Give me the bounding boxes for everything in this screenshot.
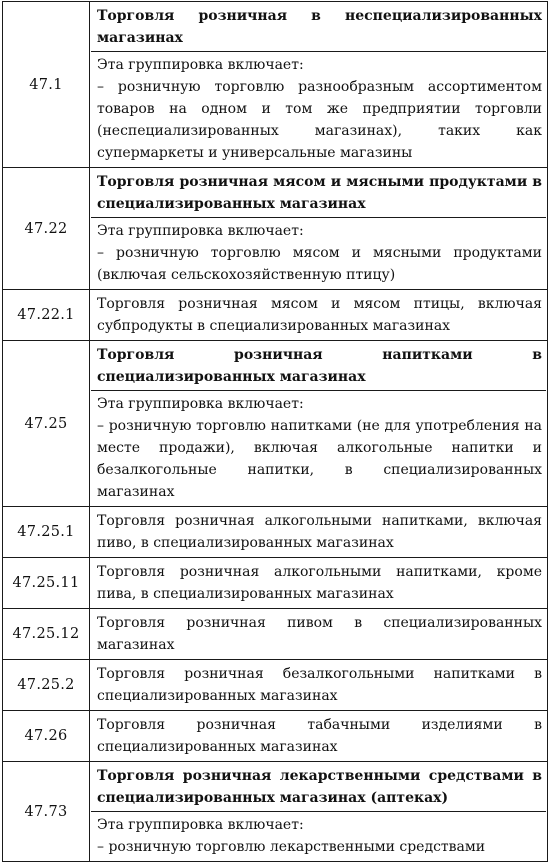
group-includes — [91, 812, 546, 860]
row-text: Торговля розничная мясом и мясом птицы, включая субпродукты в специализированных магазинах — [97, 296, 542, 334]
includes-label: Эта группировка включает: — [97, 817, 304, 833]
table-row — [3, 609, 548, 660]
row-description — [90, 660, 548, 711]
table-row — [3, 558, 548, 609]
table-row — [3, 660, 548, 711]
row-description — [90, 290, 548, 341]
row-code: 47.25 — [3, 341, 90, 507]
includes-text: – розничную торговлю напитками (не для употребления на месте продажи), включая алкогольные напитки и безалкогольные напитки, в специализированных магазинах — [97, 418, 542, 500]
row-code: 47.25.1 — [3, 507, 90, 558]
row-code: 47.25.12 — [3, 609, 90, 660]
includes-label: Эта группировка включает: — [97, 396, 304, 412]
row-code: 47.22 — [3, 168, 90, 290]
group-title: Торговля розничная напитками в специализированных магазинах — [91, 342, 546, 391]
includes-text: – розничную торговлю мясом и мясными продуктами (включая сельскохозяйственную птицу) — [97, 245, 542, 283]
table-row — [3, 711, 548, 762]
row-code: 47.73 — [3, 762, 90, 862]
row-text: Торговля розничная алкогольными напитками, кроме пива, в специализированных магазинах — [97, 564, 542, 602]
table-row — [3, 2, 548, 168]
group-includes — [91, 52, 546, 166]
row-code: 47.26 — [3, 711, 90, 762]
row-description — [90, 341, 548, 507]
table-row — [3, 168, 548, 290]
group-includes — [91, 391, 546, 505]
row-code: 47.25.11 — [3, 558, 90, 609]
row-code: 47.22.1 — [3, 290, 90, 341]
row-code: 47.25.2 — [3, 660, 90, 711]
row-code: 47.1 — [3, 2, 90, 168]
table-row — [3, 341, 548, 507]
includes-text: – розничную торговлю разнообразным ассортиментом товаров на одном и том же предприятии торговли (неспециализированных магазинах), таких как супермаркеты и универсальные магазины — [97, 79, 542, 161]
row-text: Торговля розничная пивом в специализированных магазинах — [97, 615, 542, 653]
row-description — [90, 762, 548, 862]
table-row — [3, 507, 548, 558]
group-title: Торговля розничная мясом и мясными продуктами в специализированных магазинах — [91, 169, 546, 218]
row-text: Торговля розничная табачными изделиями в специализированных магазинах — [97, 717, 542, 755]
row-text: Торговля розничная алкогольными напитками, включая пиво, в специализированных магазинах — [97, 513, 542, 551]
row-description — [90, 558, 548, 609]
row-description — [90, 609, 548, 660]
row-description — [90, 507, 548, 558]
row-description — [90, 2, 548, 168]
classification-table — [2, 1, 548, 862]
group-title: Торговля розничная в неспециализированных магазинах — [91, 3, 546, 52]
row-text: Торговля розничная безалкогольными напитками в специализированных магазинах — [97, 666, 542, 704]
table-row — [3, 290, 548, 341]
group-title: Торговля розничная лекарственными средствами в специализированных магазинах (аптеках) — [91, 763, 546, 812]
table-row — [3, 762, 548, 862]
includes-text: – розничную торговлю лекарственными средствами — [97, 839, 486, 855]
includes-label: Эта группировка включает: — [97, 223, 304, 239]
group-includes — [91, 218, 546, 288]
row-description — [90, 711, 548, 762]
includes-label: Эта группировка включает: — [97, 57, 304, 73]
row-description — [90, 168, 548, 290]
